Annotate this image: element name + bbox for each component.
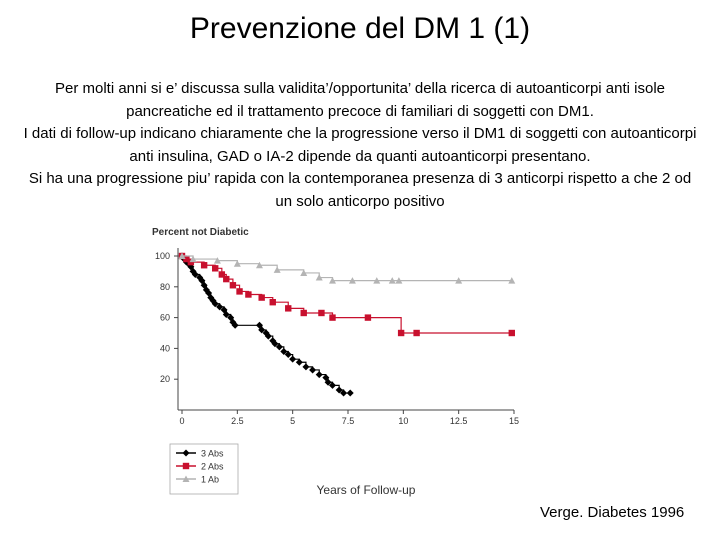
data-point [302, 363, 309, 370]
slide-body [20, 78, 700, 213]
data-point [258, 294, 264, 300]
data-point [183, 450, 190, 457]
data-point [245, 291, 251, 297]
body-paragraph: I dati di follow-up indicano chiaramente che la progressione verso il DM1 di soggetti con autoanticorpi anti insulina, GAD o IA-2 dipende da quanti autoanticorpi presentano. [23, 125, 697, 165]
data-point [236, 288, 242, 294]
body-paragraph: Si ha una progressione piu’ rapida con la contemporanea presenza di 3 anticorpi rispetto a che 2 od un solo anticorpo positivo [28, 170, 692, 210]
data-point [347, 390, 354, 397]
y-tick-label: 80 [159, 281, 170, 292]
y-tick-label: 20 [159, 374, 170, 385]
x-tick-label: 5 [290, 416, 296, 426]
body-paragraph: Per molti anni si e’ discussa sulla validita’/opportunita’ della ricerca di autoanticorpi anti isole pancreatiche ed il trattamento precoce di familiari di soggetti con DM1. [54, 80, 666, 120]
chart-axes [155, 248, 519, 426]
legend-label: 2 Abs [201, 461, 224, 472]
chart-title: Percent not Diabetic [152, 227, 249, 238]
data-point [301, 310, 307, 316]
data-point [365, 314, 371, 320]
data-point [285, 305, 291, 311]
x-tick-label: 12.5 [449, 416, 468, 426]
x-tick-label: 2.5 [231, 416, 244, 426]
data-point [270, 299, 276, 305]
x-tick-label: 10 [398, 416, 409, 426]
data-point [329, 314, 335, 320]
data-point [318, 310, 324, 316]
data-point [309, 366, 316, 373]
data-point [223, 276, 229, 282]
x-tick-label: 0 [179, 416, 185, 426]
x-tick-label: 15 [508, 416, 520, 426]
data-point [230, 282, 236, 288]
citation: Verge. Diabetes 1996 [540, 504, 685, 521]
x-axis-label: Years of Follow-up [316, 483, 416, 497]
data-point [183, 463, 189, 469]
y-tick-label: 100 [154, 251, 170, 261]
data-point [212, 265, 218, 271]
legend-label: 1 Ab [201, 474, 220, 485]
data-point [296, 359, 303, 366]
legend-label: 3 Abs [201, 448, 224, 459]
chart-legend [170, 444, 238, 494]
series-line [182, 256, 512, 281]
data-point [413, 330, 419, 336]
data-point [289, 356, 296, 363]
slide-title: Prevenzione del DM 1 (1) [189, 12, 531, 45]
y-tick-label: 40 [159, 343, 170, 354]
x-tick-label: 7.5 [341, 416, 355, 426]
data-point [201, 262, 207, 268]
data-point [398, 330, 404, 336]
chart-series [179, 253, 516, 397]
data-point [316, 371, 323, 378]
survival-chart [140, 220, 540, 500]
data-point [509, 330, 515, 336]
y-tick-label: 60 [159, 312, 170, 323]
series-line [182, 256, 350, 393]
